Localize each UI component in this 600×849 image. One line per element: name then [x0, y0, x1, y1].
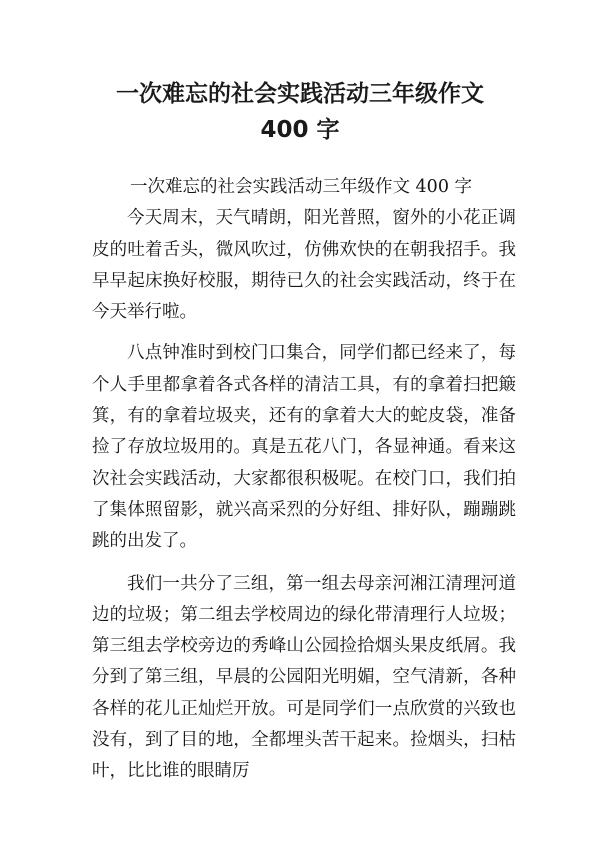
- document-title-line2: 400 字: [260, 117, 340, 143]
- document-body: [92, 172, 516, 788]
- document-subtitle: 一次难忘的社会实践活动三年级作文 400 字: [129, 177, 473, 197]
- paragraph-2: 八点钟准时到校门口集合，同学们都已经来了，每个人手里都拿着各式各样的清洁工具，有的拿着扫把簸箕，有的拿着垃圾夹，还有的拿着大大的蛇皮袋，准备捡了存放垃圾用的。真是五花八门，各显神通。看来这次社会实践活动，大家都很积极呢。在校门口，我们拍了集体照留影，就兴高采烈的分好组、排好队，蹦蹦跳跳的出发了。: [92, 343, 516, 552]
- paragraph-3: 我们一共分了三组，第一组去母亲河湘江清理河道边的垃圾；第二组去学校周边的绿化带清理行人垃圾；第三组去学校旁边的秀峰山公园捡拾烟头果皮纸屑。我分到了第三组，早晨的公园阳光明媚，空气清新，各种各样的花儿正灿烂开放。可是同学们一点欣赏的兴致也没有，到了目的地，全都埋头苦干起来。捡烟头，扫枯叶，比比谁的眼睛厉: [92, 573, 516, 782]
- document-title-line1: 一次难忘的社会实践活动三年级作文: [116, 81, 484, 107]
- paragraph-1: 今天周末，天气晴朗，阳光普照，窗外的小花正调皮的吐着舌头，微风吹过，仿佛欢快的在朝我招手。我早早起床换好校服，期待已久的社会实践活动，终于在今天举行啦。: [92, 208, 516, 323]
